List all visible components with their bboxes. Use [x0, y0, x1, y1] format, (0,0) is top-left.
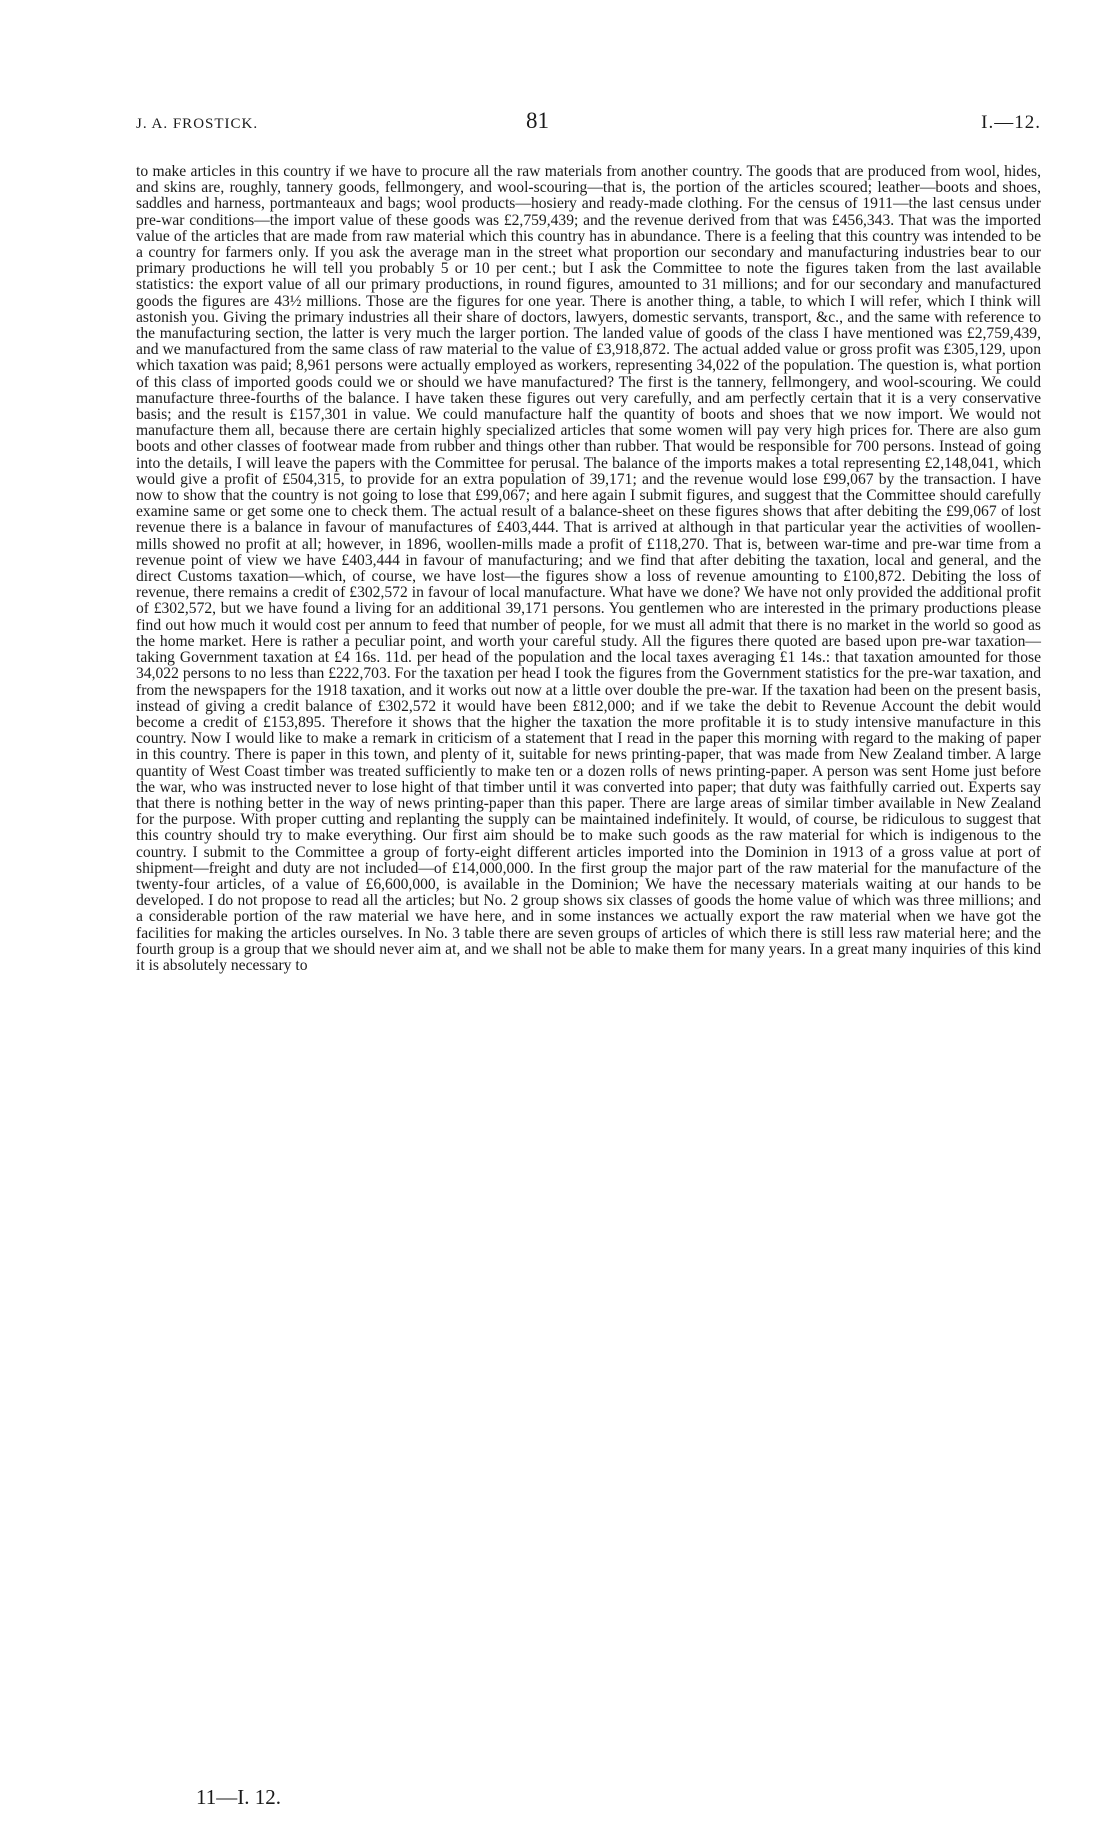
- page-number: 81: [526, 108, 549, 133]
- signature-mark: 11—I. 12.: [196, 1785, 281, 1809]
- header-author: J. A. FROSTICK.: [136, 116, 259, 132]
- body-paragraph: to make articles in this country if we have to procure all the raw materials from another country. The goods that are produced from wool, hides, and skins are, roughly, tannery goods, fellmongery, and wool-scouring—that is, the portion of the articles scoured; leather—boots and shoes, saddles and harness, portmanteaux and bags; wool products—hosiery and ready-made clothing. For the census of 1911—the last census under pre-war conditions—the import value of these goods was £2,759,439; and the revenue derived from that was £456,343. That was the imported value of the articles that are made from raw material which this country has in abundance. There is a feeling that this country was intended to be a country for farmers only. If you ask the average man in the street what proportion our secondary and manufacturing industries bear to our primary productions he will tell you probably 5 or 10 per cent.; but I ask the Committee to note the figures taken from the last available statistics: the export value of all our primary productions, in round figures, amounted to 31 millions; and for our secondary and manufactured goods the figures are 43½ millions. Those are the figures for one year. There is another thing, a table, to which I will refer, which I think will astonish you. Giving the primary industries all their share of doctors, lawyers, domestic servants, transport, &c., and the same with reference to the manufacturing section, the latter is very much the larger portion. The landed value of goods of the class I have mentioned was £2,759,439, and we manufactured from the same class of raw material to the value of £3,918,872. The actual added value or gross profit was £305,129, upon which taxation was paid; 8,961 persons were actually employed as workers, representing 34,022 of the population. The question is, what portion of this class of imported goods could we or should we have manufactured? The first is the tannery, fellmongery, and wool-scouring. We could manufacture three-fourths of the balance. I have taken these figures out very carefully, and am perfectly certain that it is a very conservative basis; and the result is £157,301 in value. We could manufacture half the quantity of boots and shoes that we now import. We would not manufacture them all, because there are certain highly specialized articles that some women will pay very high prices for. There are also gum boots and other classes of footwear made from rubber and things other than rubber. That would be responsible for 700 persons. Instead of going into the details, I will leave the papers with the Committee for perusal. The balance of the imports makes a total representing £2,148,041, which would give a profit of £504,315, to provide for an extra population of 39,171; and the revenue would lose £99,067 by the transaction. I have now to show that the country is not going to lose that £99,067; and here again I submit figures, and suggest that the Committee should carefully examine same or get some one to check them. The actual result of a balance-sheet on these figures shows that after debiting the £99,067 of lost revenue there is a balance in favour of manufactures of £403,444. That is arrived at although in that particular year the activities of woollen-mills showed no profit at all; however, in 1896, woollen-mills made a profit of £118,270. That is, between war-time and pre-war time from a revenue point of view we have £403,444 in favour of manufacturing; and we find that after debiting the taxation, local and general, and the direct Customs taxation—which, of course, we have lost—the figures show a loss of revenue amounting to £100,872. Debiting the loss of revenue, there remains a credit of £302,572 in favour of local manufacture. What have we done? We have not only provided the additional profit of £302,572, but we have found a living for an additional 39,171 persons. You gentlemen who are interested in the primary productions please find out how much it would cost per annum to feed that number of people, for we must all admit that there is no market in the world so good as the home market. Here is rather a peculiar point, and worth your careful study. All the figures there quoted are based upon pre-war taxation—taking Government taxation at £4 16s. 11d. per head of the population and the local taxes averaging £1 14s.: that taxation amounted for those 34,022 persons to no less than £222,703. For the taxation per head I took the figures from the Government statistics for the pre-war taxation, and from the newspapers for the 1918 taxation, and it works out now at a little over double the pre-war. If the taxation had been on the present basis, instead of giving a credit balance of £302,572 it would have been £812,000; and if we take the debit to Revenue Account the debit would become a credit of £153,895. Therefore it shows that the higher the taxation the more profitable it is to study intensive manufacture in this country. Now I would like to make a remark in criticism of a statement that I read in the paper this morning with regard to the making of paper in this country. There is paper in this town, and plenty of it, suitable for news printing-paper, that was made from New Zealand timber. A large quantity of West Coast timber was treated sufficiently to make ten or a dozen rolls of news printing-paper. A person was sent Home just before the war, who was instructed never to lose hight of that timber until it was converted into paper; that duty was faithfully carried out. Experts say that there is nothing better in the way of news printing-paper than this paper. There are large areas of similar timber available in New Zealand for the purpose. With proper cutting and replanting the supply can be maintained indefinitely. It would, of course, be ridiculous to suggest that this country should try to make everything. Our first aim should be to make such goods as the raw material for which is indigenous to the country. I submit to the Committee a group of forty-eight different articles imported into the Dominion in 1913 of a gross value at port of shipment—freight and duty are not included—of £14,000,000. In the first group the major part of the raw material for the manufacture of the twenty-four articles, of a value of £6,600,000, is available in the Dominion; We have the necessary materials waiting at our hands to be developed. I do not propose to read all the articles; but No. 2 group shows six classes of goods the home value of which was three millions; and a considerable portion of the raw material we have here, and in some instances we actually export the raw material when we have got the facilities for making the articles ourselves. In No. 3 table there are seven groups of articles of which there is still less raw material here; and the fourth group is a group that we should never aim at, and we shall not be able to make them for many years. In a great many inquiries of this kind it is absolutely necessary to: [136, 163, 1041, 974]
- document-reference: I.—12.: [981, 112, 1041, 133]
- page-header: [136, 108, 1041, 142]
- body-text: [136, 164, 1041, 974]
